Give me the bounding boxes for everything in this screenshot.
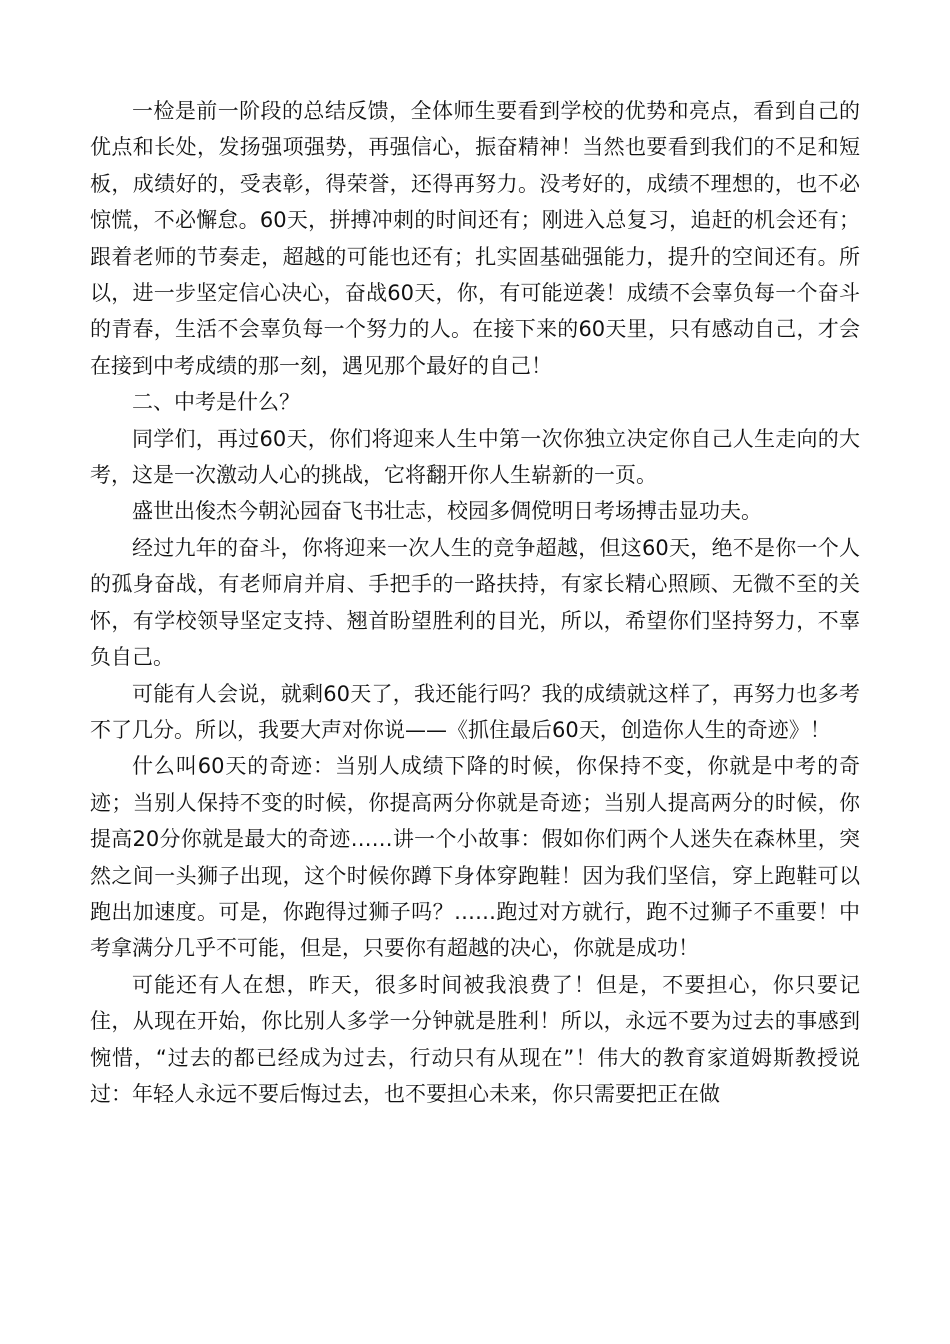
body-paragraph: 一检是前一阶段的总结反馈，全体师生要看到学校的优势和亮点，看到自己的优点和长处，发扬强项强势，再强信心，振奋精神！当然也要看到我们的不足和短板，成绩好的，受表彰，得荣誉，还得再努力。没考好的，成绩不理想的，也不必惊慌，不必懈怠。60天，拼搏冲刺的时间还有；刚进入总复习，追赶的机会还有；跟着老师的节奏走，超越的可能也还有；扎实固基础强能力，提升的空间还有。所以，进一步坚定信心决心，奋战60天，你，有可能逆袭！成绩不会辜负每一个奋斗的青春，生活不会辜负每一个努力的人。在接下来的60天里，只有感动自己，才会在接到中考成绩的那一刻，遇见那个最好的自己！	[90, 99, 860, 378]
body-paragraph: 可能有人会说，就剩60天了，我还能行吗？我的成绩就这样了，再努力也多考不了几分。所以，我要大声对你说——《抓住最后60天，创造你人生的奇迹》！	[90, 681, 860, 742]
document-page	[90, 93, 860, 1112]
body-paragraph: 可能还有人在想，昨天，很多时间被我浪费了！但是，不要担心，你只要记住，从现在开始，你比别人多学一分钟就是胜利！所以，永远不要为过去的事感到惋惜，“过去的都已经成为过去，行动只有从现在”！伟大的教育家道姆斯教授说过：年轻人永远不要后悔过去，也不要担心未来，你只需要把正在做	[90, 972, 860, 1106]
section-heading: 二、中考是什么？	[132, 390, 300, 415]
body-paragraph: 什么叫60天的奇迹：当别人成绩下降的时候，你保持不变，你就是中考的奇迹；当别人保持不变的时候，你提高两分你就是奇迹；当别人提高两分的时候，你提高20分你就是最大的奇迹……讲一个小故事：假如你们两个人迷失在森林里，突然之间一头狮子出现，这个时候你蹲下身体穿跑鞋！因为我们坚信，穿上跑鞋可以跑出加速度。可是，你跑得过狮子吗？……跑过对方就行，跑不过狮子不重要！中考拿满分几乎不可能，但是，只要你有超越的决心，你就是成功！	[90, 754, 860, 961]
body-paragraph: 经过九年的奋斗，你将迎来一次人生的竞争超越，但这60天，绝不是你一个人的孤身奋战，有老师肩并肩、手把手的一路扶持，有家长精心照顾、无微不至的关怀，有学校领导坚定支持、翘首盼望胜利的目光，所以，希望你们坚持努力，不辜负自己。	[90, 535, 860, 670]
couplet-paragraph: 盛世出俊杰今朝沁园奋飞书壮志，校园多倜傥明日考场搏击显功夫。	[132, 499, 762, 524]
body-paragraph: 同学们，再过60天，你们将迎来人生中第一次你独立决定你自己人生走向的大考，这是一次激动人心的挑战，它将翻开你人生崭新的一页。	[90, 426, 860, 488]
